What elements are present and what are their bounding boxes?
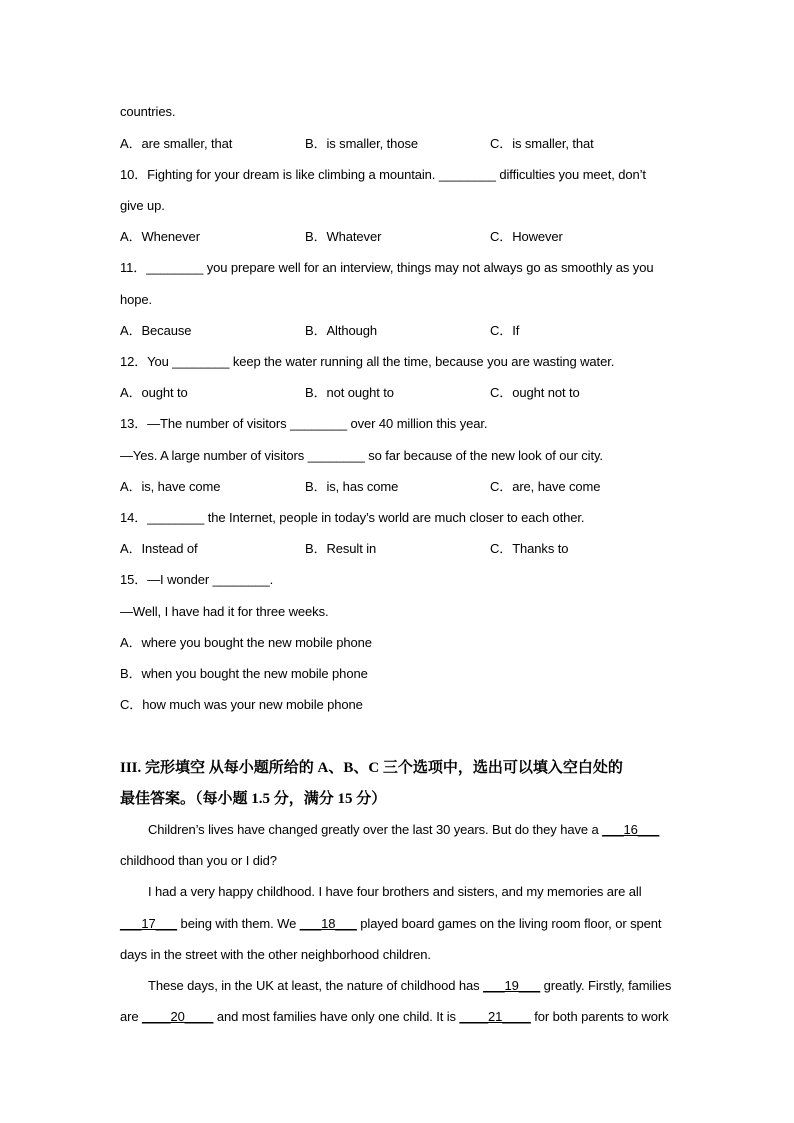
passage-text: Children’s lives have changed greatly over the last 30 years. But do they have a — [148, 822, 603, 837]
passage-p2-line3: days in the street with the other neighborhood children. — [120, 947, 431, 962]
passage-text: played board games on the living room floor, or spent — [356, 916, 662, 931]
q11-option-b: B．Although — [305, 323, 377, 338]
blank-20: ____20____ — [142, 1009, 214, 1024]
q12-stem: 12．You ________ keep the water running all the time, because you are wasting water. — [120, 354, 615, 369]
passage-text: for both parents to work — [530, 1009, 669, 1024]
q9-option-b: B．is smaller, those — [305, 136, 418, 151]
passage-p1-line2: childhood than you or I did? — [120, 853, 277, 868]
q15-option-b: B．when you bought the new mobile phone — [120, 666, 368, 681]
blank-21: ____21____ — [459, 1009, 531, 1024]
q13-stem-line1: 13．—The number of visitors ________ over 40 million this year. — [120, 416, 488, 431]
q10-option-c: C．However — [490, 229, 563, 244]
q9-option-c: C．is smaller, that — [490, 136, 594, 151]
passage-p3-line2 — [120, 1009, 668, 1025]
q9-option-a: A．are smaller, that — [120, 136, 233, 151]
q10-stem-line2: give up. — [120, 198, 165, 213]
passage-p3-line1 — [148, 978, 671, 994]
q14-option-a: A．Instead of — [120, 541, 198, 556]
section-3-title-line2: 最佳答案。（每小题 1.5 分，满分 15 分） — [120, 791, 387, 807]
passage-text: greatly. Firstly, families — [540, 978, 672, 993]
q15-option-c: C．how much was your new mobile phone — [120, 697, 363, 712]
q10-option-b: B．Whatever — [305, 229, 382, 244]
q12-option-c: C．ought not to — [490, 385, 580, 400]
q11-option-c: C．If — [490, 323, 520, 338]
passage-p2-line2 — [120, 916, 661, 932]
passage-p1-line1 — [148, 822, 659, 838]
passage-text: These days, in the UK at least, the nature of childhood has — [148, 978, 484, 993]
blank-18: ___18___ — [299, 916, 357, 931]
blank-16: ___16___ — [602, 822, 660, 837]
q11-stem-line2: hope. — [120, 292, 153, 307]
q12-option-a: A．ought to — [120, 385, 188, 400]
passage-p2-line1: I had a very happy childhood. I have four brothers and sisters, and my memories are all — [148, 884, 642, 899]
q13-option-c: C．are, have come — [490, 479, 601, 494]
q12-option-b: B．not ought to — [305, 385, 394, 400]
q15-option-a: A．where you bought the new mobile phone — [120, 635, 372, 650]
section-3-title-line1: III. 完形填空 从每小题所给的 A、B、C 三个选项中，选出可以填入空白处的 — [120, 760, 623, 776]
q10-option-a: A．Whenever — [120, 229, 200, 244]
q13-option-b: B．is, has come — [305, 479, 399, 494]
blank-19: ___19___ — [483, 978, 541, 993]
q14-stem: 14．________ the Internet, people in today’s world are much closer to each other. — [120, 510, 585, 525]
passage-text: are — [120, 1009, 143, 1024]
q10-stem-line1: 10．Fighting for your dream is like climbing a mountain. ________ difficulties you meet, don’t — [120, 167, 646, 182]
q14-option-c: C．Thanks to — [490, 541, 569, 556]
passage-text: and most families have only one child. It is — [213, 1009, 460, 1024]
q11-option-a: A．Because — [120, 323, 192, 338]
q13-option-a: A．is, have come — [120, 479, 221, 494]
q14-option-b: B．Result in — [305, 541, 377, 556]
q11-stem-line1: 11．________ you prepare well for an interview, things may not always go as smoothly as you — [120, 260, 654, 275]
passage-text: being with them. We — [177, 916, 300, 931]
q15-stem-line1: 15．—I wonder ________. — [120, 572, 274, 587]
blank-17: ___17___ — [120, 916, 178, 931]
q13-stem-line2: —Yes. A large number of visitors ________ so far because of the new look of our city. — [120, 448, 603, 463]
q15-stem-line2: —Well, I have had it for three weeks. — [120, 604, 329, 619]
q9-tail: countries. — [120, 104, 176, 119]
